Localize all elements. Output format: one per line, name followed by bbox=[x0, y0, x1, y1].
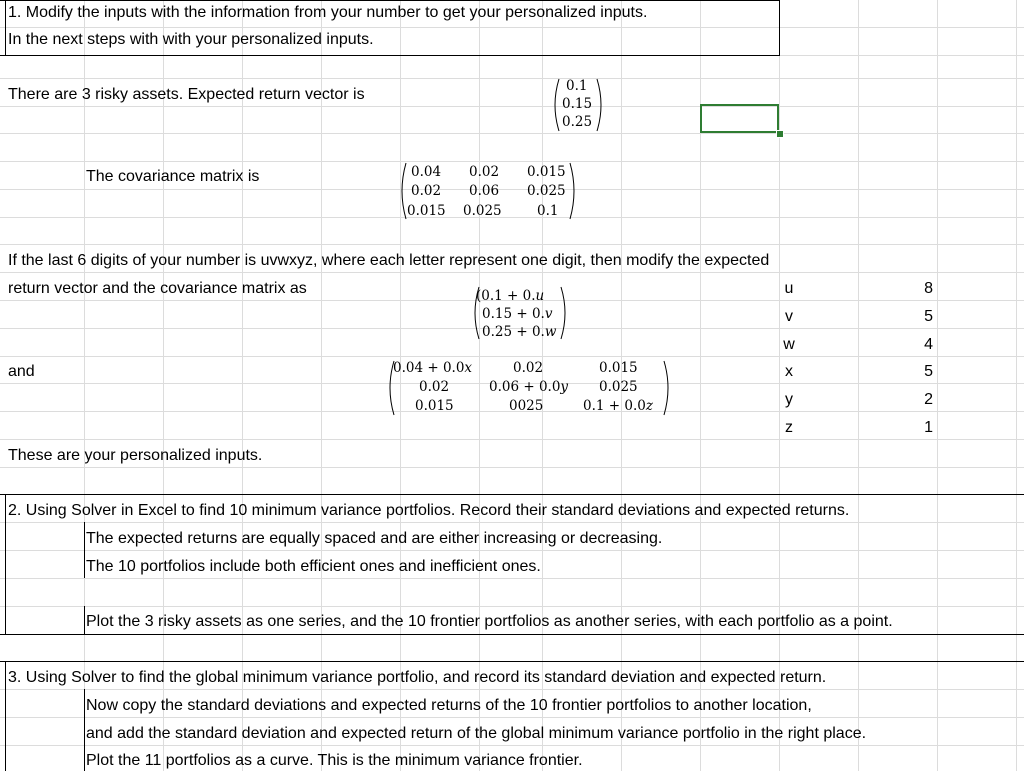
cov-cell: 0.025 bbox=[527, 183, 566, 199]
step2-line3: The 10 portfolios include both efficient ones and inefficient ones. bbox=[86, 558, 541, 575]
mod-cov-cell: 0.04 + 0.0𝑥 bbox=[393, 360, 473, 376]
digit-letter[interactable]: v bbox=[785, 308, 793, 325]
mod-return-value: (0.1 + 0.𝑢 bbox=[476, 288, 545, 304]
modified-covariance-matrix bbox=[385, 358, 675, 418]
cov-cell: 0.02 bbox=[469, 164, 500, 180]
digit-letter[interactable]: y bbox=[785, 391, 793, 408]
digit-value[interactable]: 8 bbox=[924, 280, 933, 297]
cov-cell: 0.04 bbox=[411, 164, 442, 180]
mod-cov-cell: 0.1 + 0.0𝑧 bbox=[583, 398, 653, 414]
digit-value[interactable]: 5 bbox=[924, 308, 933, 325]
cov-cell: 0.015 bbox=[407, 203, 446, 219]
mod-cov-cell: 0.06 + 0.0𝑦 bbox=[489, 379, 569, 395]
expected-return-vector bbox=[550, 76, 610, 134]
cov-cell: 0.015 bbox=[527, 164, 566, 180]
step2-line1: 2. Using Solver in Excel to find 10 minimum variance portfolios. Record their standard deviations and expected returns. bbox=[8, 502, 850, 519]
cov-cell: 0.025 bbox=[463, 203, 502, 219]
cov-cell: 0.02 bbox=[411, 183, 442, 199]
digit-value[interactable]: 2 bbox=[924, 391, 933, 408]
step3-line3: and add the standard deviation and expected return of the global minimum variance portfolio in the right place. bbox=[86, 725, 867, 742]
modified-return-vector bbox=[470, 284, 580, 342]
mod-return-value: 0.25 + 0.𝑤 bbox=[482, 324, 557, 340]
step2-line2: The expected returns are equally spaced and are either increasing or decreasing. bbox=[86, 530, 663, 547]
cov-label: The covariance matrix is bbox=[86, 168, 260, 185]
digit-letter[interactable]: z bbox=[785, 419, 793, 436]
and-label: and bbox=[8, 363, 35, 380]
cov-cell: 0.1 bbox=[537, 203, 559, 219]
mod-cov-cell: 0.015 bbox=[599, 360, 638, 376]
step1-line1: 1. Modify the inputs with the information from your number to get your personalized inputs. bbox=[8, 4, 648, 21]
return-value: 0.1 bbox=[566, 78, 588, 94]
digit-letter[interactable]: x bbox=[785, 363, 793, 380]
mod-return-value: 0.15 + 0.𝑣 bbox=[482, 306, 553, 322]
personalized-text: These are your personalized inputs. bbox=[8, 447, 263, 464]
fill-handle[interactable] bbox=[776, 130, 784, 138]
digit-value[interactable]: 5 bbox=[924, 363, 933, 380]
selected-cell[interactable] bbox=[700, 104, 779, 133]
modify-line1: If the last 6 digits of your number is uvwxyz, where each letter represent one digit, then modify the expected bbox=[8, 252, 770, 269]
step1-line2: In the next steps with with your personalized inputs. bbox=[8, 31, 374, 48]
return-value: 0.15 bbox=[562, 96, 593, 112]
step3-line1: 3. Using Solver to find the global minimum variance portfolio, and record its standard deviation and expected return. bbox=[8, 669, 827, 686]
digit-value[interactable]: 4 bbox=[924, 336, 933, 353]
mod-cov-cell: 0025 bbox=[509, 398, 544, 414]
digit-value[interactable]: 1 bbox=[924, 419, 933, 436]
covariance-matrix bbox=[397, 160, 583, 222]
digit-letter[interactable]: u bbox=[784, 280, 794, 297]
mod-cov-cell: 0.025 bbox=[599, 379, 638, 395]
cell-border bbox=[0, 0, 780, 1]
mod-cov-cell: 0.02 bbox=[419, 379, 450, 395]
return-value: 0.25 bbox=[562, 114, 593, 130]
step3-line4: Plot the 11 portfolios as a curve. This is the minimum variance frontier. bbox=[86, 752, 583, 769]
step3-line2: Now copy the standard deviations and expected returns of the 10 frontier portfolios to another location, bbox=[86, 697, 812, 714]
mod-cov-cell: 0.015 bbox=[415, 398, 454, 414]
mod-cov-cell: 0.02 bbox=[513, 360, 544, 376]
cell-border bbox=[5, 0, 6, 55]
step2-line4: Plot the 3 risky assets as one series, and the 10 frontier portfolios as another series, with each portfolio as a point. bbox=[86, 613, 893, 630]
modify-line2: return vector and the covariance matrix as bbox=[8, 280, 307, 297]
assets-text: There are 3 risky assets. Expected return vector is bbox=[8, 86, 365, 103]
cov-cell: 0.06 bbox=[469, 183, 500, 199]
digit-letter[interactable]: w bbox=[783, 336, 795, 353]
